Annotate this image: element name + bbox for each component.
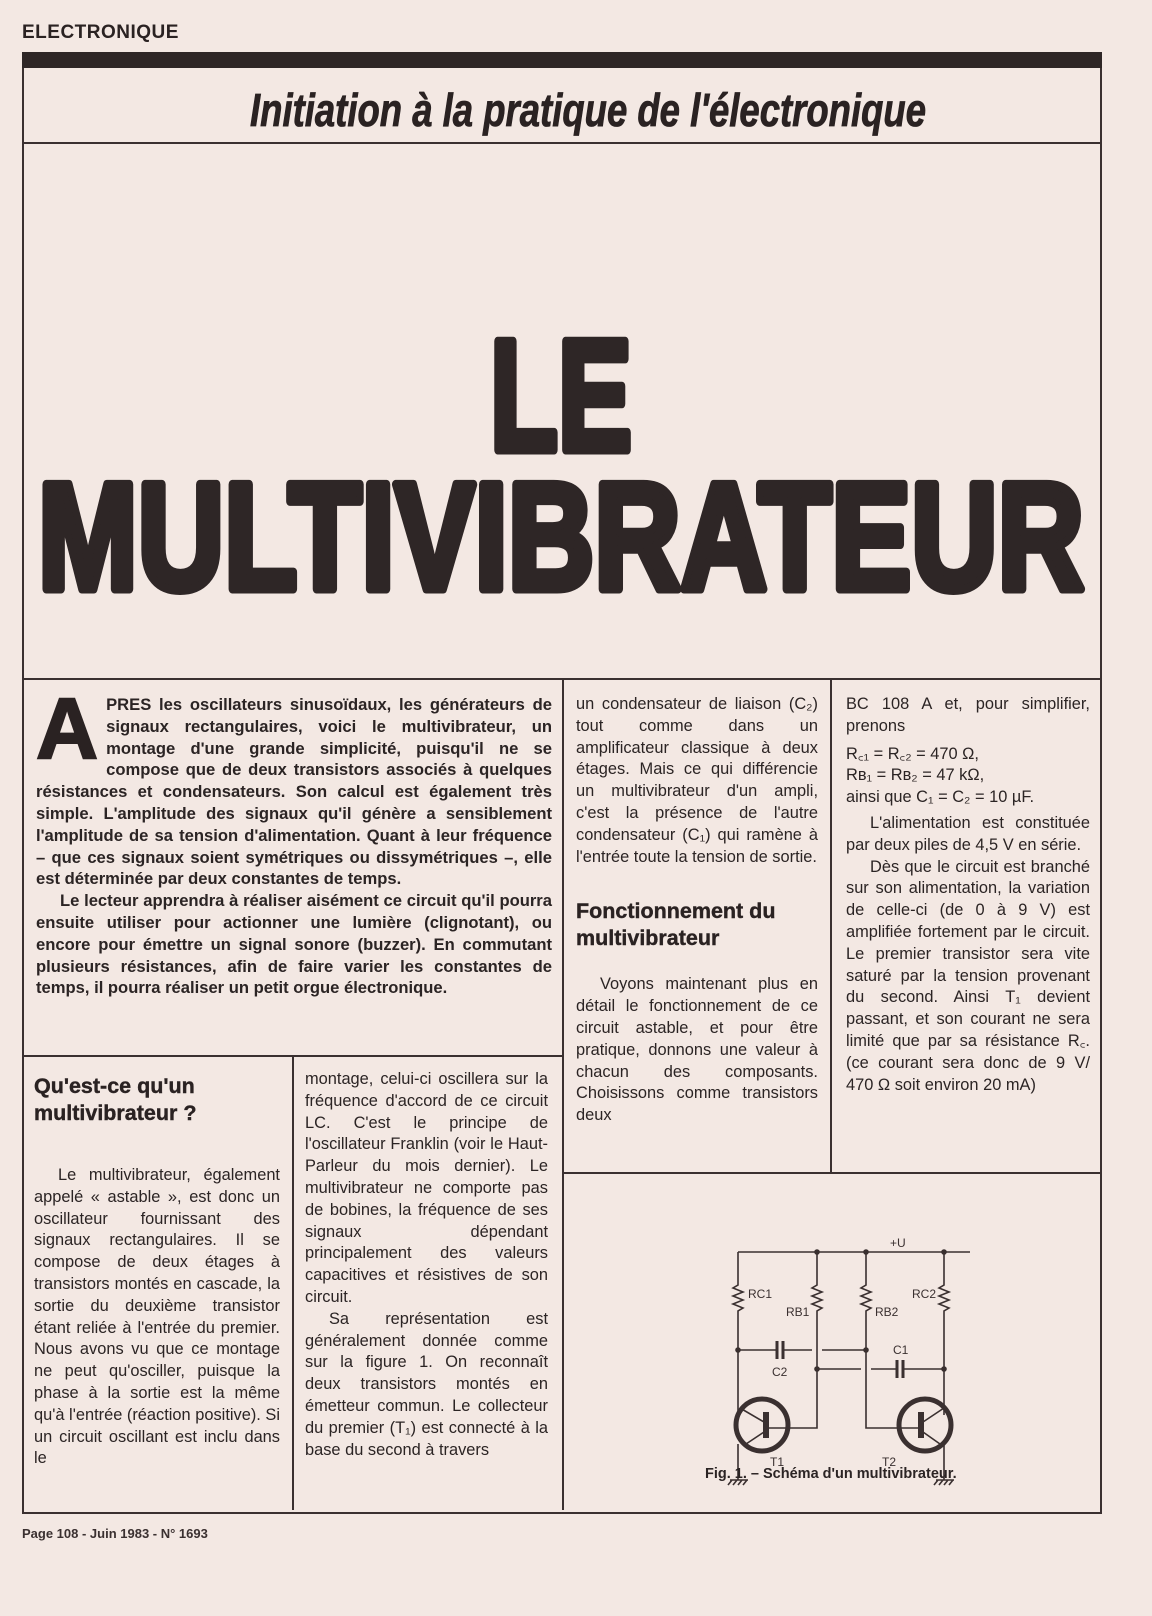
resistor-rb1 (795, 1252, 822, 1428)
top-bar (22, 52, 1102, 68)
resistor-rc1 (733, 1252, 743, 1415)
column-divider (292, 1055, 294, 1510)
resistor-rb2 (861, 1252, 890, 1428)
rc2-label: RC2 (912, 1287, 937, 1301)
resistor-rc2 (939, 1252, 949, 1415)
column-divider (830, 678, 832, 1172)
column-divider (562, 678, 564, 1510)
title-line-1: LE (490, 308, 632, 484)
rb2-label: RB2 (875, 1305, 899, 1319)
supply-label: +U (890, 1236, 906, 1250)
rb1-label: RB1 (786, 1305, 810, 1319)
formula: Rʙ₁ = Rʙ₂ = 47 kΩ, (846, 766, 985, 785)
section1-column-1 (34, 1073, 280, 1470)
paragraph: Voyons maintenant plus en détail le fonctionnement de ce circuit astable, et pour être pratique, donnons une valeur à chacun des composants. Choisissons comme transistors deux (576, 975, 818, 1125)
formula: R꜀₁ = R꜀₂ = 470 Ω, (846, 744, 979, 763)
intro-paragraph: PRES les oscillateurs sinusoïdaux, les générateurs de signaux rectangulaires, voici le multivibrateur, un montage d'une grande simplicité, puisqu'il ne se compose que de deux transistors associés à quelques résistances et condensateurs. Son calcul est également très simple. L'amplitude des signaux qu'il génère a sensiblement l'amplitude de sa tension d'alimentation. Quant à leur fréquence – que ces signaux soient symétriques ou dissymétriques –, elle est déterminée par deux constantes de temps. (36, 695, 552, 889)
supply-rail (738, 1250, 970, 1254)
c1-label: C1 (893, 1343, 909, 1357)
section-heading: Qu'est-ce qu'un multivibrateur ? (34, 1074, 197, 1125)
figure-caption: Fig. 1. – Schéma d'un multivibrateur. (705, 1466, 957, 1482)
capacitor-c1 (815, 1360, 946, 1378)
intro-paragraph: Le lecteur apprendra à réaliser aisément ce circuit qu'il pourra ensuite utiliser pour actionner une lumière (clignotant), ou encore pour émettre un signal sonore (buzzer). En commutant plusieurs résistances, afin de faire varier les constantes de temps, il pourra réaliser un petit orgue électronique. (36, 891, 552, 998)
section-label: ELECTRONIQUE (22, 22, 179, 43)
intro-block (36, 681, 552, 999)
paragraph: Dès que le circuit est branché sur son alimentation, la variation de celle-ci (de 0 à 9 V) est amplifiée fortement par le circuit. Le premier transistor sera vite saturé par la tension provenant du second. Ainsi T₁ devient passant, et son courant ne sera limité que par sa résistance R꜀. (ce courant sera donc de 9 V/ 470 Ω soit environ 20 mA) (846, 857, 1090, 1094)
page-footer: Page 108 - Juin 1983 - N° 1693 (22, 1526, 208, 1541)
section2-column-1 (576, 694, 818, 1127)
formula: ainsi que C₁ = C₂ = 10 µF. (846, 788, 1035, 807)
divider (22, 142, 1102, 144)
section-heading: Fonctionnement du multivibrateur (576, 899, 776, 951)
paragraph: Sa représentation est généralement donnée comme sur la figure 1. On reconnaît deux transistors montés en émetteur commun. Le collecteur du premier (T₁) est connecté à la base du second à travers (305, 1309, 548, 1459)
t2-label: T2 (882, 1455, 897, 1469)
title-block (22, 300, 1102, 600)
section1-column-2 (305, 1069, 548, 1461)
paragraph: Le multivibrateur, également appelé « astable », est donc un oscillateur fournissant des signaux rectangulaires. Il se compose de deux étages à transistors montés en cascade, la sortie du deuxième transistor étant reliée à l'entrée du premier. Nous avons vu que ce montage ne peut qu'osciller, puisque la phase à la sortie est la même qu'à l'entrée (réaction positive). Si un circuit oscillant est inclu dans le (34, 1166, 280, 1468)
multivibrator-schematic (690, 1190, 980, 1490)
title-line-2: MULTIVIBRATEUR (38, 452, 1084, 600)
section2-column-2 (846, 694, 1090, 1096)
c2-label: C2 (772, 1365, 788, 1379)
drop-cap: A (36, 681, 99, 777)
paragraph: BC 108 A et, pour simplifier, prenons (846, 695, 1090, 735)
subtitle: Initiation à la pratique de l'électronique (250, 84, 926, 136)
paragraph: montage, celui-ci oscillera sur la fréquence d'accord de ce circuit LC. C'est le principe de l'oscillateur Franklin (voir le Haut-Parleur du mois dernier). Le multivibrateur ne comporte pas de bobines, la fréquence de ses signaux dépendant principalement des valeurs capacitives et résistives de son circuit. (305, 1070, 548, 1306)
paragraph: un condensateur de liaison (C₂) tout comme dans un amplificateur classique à deux étages. Mais ce qui différencie un multivibrateur d'un ampli, c'est la présence de l'autre condensateur (C₁) qui ramène à l'entrée toute la tension de sortie. (576, 695, 818, 866)
divider (562, 1172, 1102, 1174)
subtitle-banner (22, 68, 1102, 144)
rc1-label: RC1 (748, 1287, 773, 1301)
paragraph: L'alimentation est constituée par deux piles de 4,5 V en série. (846, 813, 1090, 854)
t1-label: T1 (770, 1455, 785, 1469)
capacitor-c2 (736, 1341, 868, 1359)
